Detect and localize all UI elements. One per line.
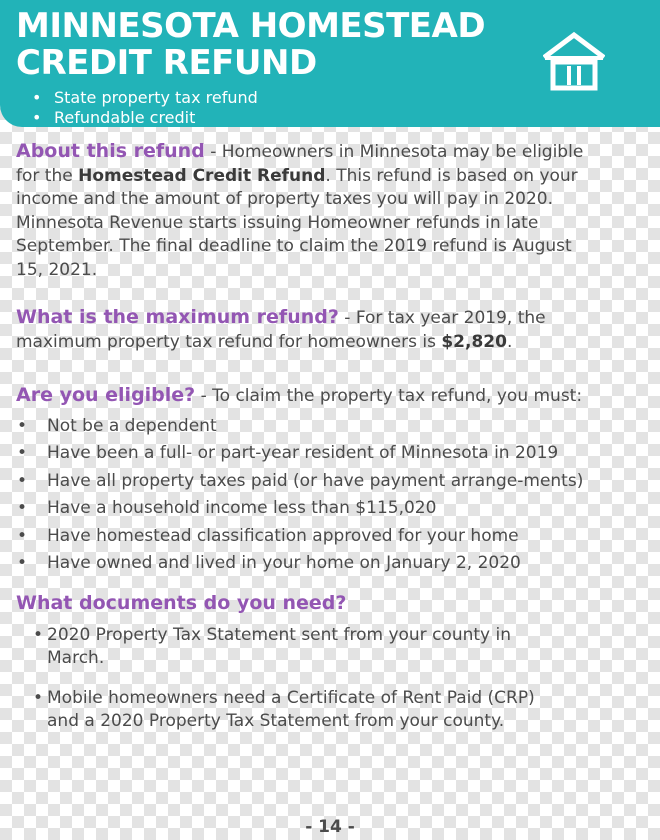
maximum-amount: $2,820 — [441, 331, 507, 352]
eligibility-list — [16, 415, 601, 576]
about-text-1: - Homeowners in Minnesota may be eligible for the — [16, 142, 584, 186]
page-title — [16, 8, 516, 82]
eligible-section — [16, 384, 601, 409]
list-item: • Have been a full- or part-year resident of Minnesota in 2019 — [16, 442, 601, 466]
list-item: • Have homestead classification approved for your home — [16, 525, 601, 549]
about-emphasis: Homestead Credit Refund — [78, 165, 326, 186]
about-section — [16, 140, 601, 282]
list-item: • Not be a dependent — [16, 415, 601, 439]
main-content — [16, 140, 601, 750]
header-banner — [0, 0, 660, 127]
documents-heading: What documents do you need? — [16, 591, 347, 614]
list-item: • 2020 Property Tax Statement sent from your county in March. — [16, 624, 601, 671]
list-item: • Mobile homeowners need a Certificate of Rent Paid (CRP) and a 2020 Property Tax Statement from your county. — [16, 687, 601, 734]
home-icon — [543, 30, 605, 92]
maximum-text-1: - For tax year 2019, the maximum property tax refund for homeowners is — [16, 308, 546, 352]
maximum-section — [16, 306, 601, 354]
about-text-2: . This refund is based on your income and the amount of property taxes you will pay in 2020. Minnesota Revenue starts issuing Homeowner refunds in late September. The final deadline to claim the 2019 refund is August 15, 2021. — [16, 165, 578, 280]
title-line-2: CREDIT REFUND — [16, 43, 317, 83]
about-heading: About this refund — [16, 140, 205, 162]
eligible-text: - To claim the property tax refund, you must: — [195, 386, 583, 406]
list-item: • Have a household income less than $115,020 — [16, 497, 601, 521]
header-bullet-item: • State property tax refund — [32, 88, 660, 108]
list-item: • Have owned and lived in your home on January 2, 2020 — [16, 552, 601, 576]
maximum-heading: What is the maximum refund? — [16, 306, 339, 328]
header-bullet-list — [16, 88, 660, 128]
title-line-1: MINNESOTA HOMESTEAD — [16, 6, 486, 46]
maximum-text-2: . — [506, 331, 513, 352]
page-number: - 14 - — [305, 817, 355, 837]
documents-list — [16, 624, 601, 734]
header-bullet-item: • Refundable credit — [32, 108, 660, 128]
eligible-heading: Are you eligible? — [16, 384, 196, 406]
list-item: • Have all property taxes paid (or have payment arrange-ments) — [16, 470, 601, 494]
